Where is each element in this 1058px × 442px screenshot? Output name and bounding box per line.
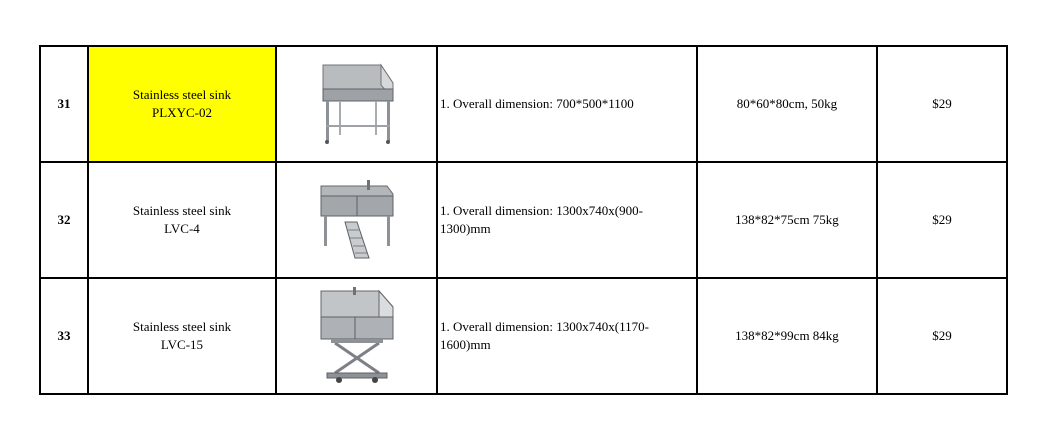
product-image-cell xyxy=(276,46,437,162)
package-cell: 80*60*80cm, 50kg xyxy=(697,46,877,162)
price-cell: $29 xyxy=(877,162,1007,278)
sink-lvc-4-image xyxy=(317,178,397,262)
dimension-text-continued: 1300)mm xyxy=(440,221,491,236)
sink-lvc-15-image xyxy=(317,287,397,385)
product-name: Stainless steel sink xyxy=(132,319,232,334)
product-model: LVC-4 xyxy=(164,221,200,236)
package-cell: 138*82*75cm 75kg xyxy=(697,162,877,278)
dimension-cell xyxy=(437,162,697,278)
dimension-cell xyxy=(437,278,697,394)
package-cell: 138*82*99cm 84kg xyxy=(697,278,877,394)
dimension-text-continued: 1600)mm xyxy=(440,337,491,352)
table-row xyxy=(40,278,1007,394)
table-row xyxy=(40,162,1007,278)
product-spec-table xyxy=(39,45,1008,395)
product-name-cell xyxy=(88,46,276,162)
product-image-cell xyxy=(276,162,437,278)
dimension-text: 1. Overall dimension: 1300x740x(900- xyxy=(440,203,643,218)
product-name-cell xyxy=(88,278,276,394)
product-name: Stainless steel sink xyxy=(132,203,232,218)
price-cell: $29 xyxy=(877,278,1007,394)
sink-plxyc-02-image xyxy=(317,63,397,145)
dimension-text: 1. Overall dimension: 700*500*1100 xyxy=(440,96,634,111)
table-row xyxy=(40,46,1007,162)
row-number: 31 xyxy=(40,46,88,162)
dimension-text: 1. Overall dimension: 1300x740x(1170- xyxy=(440,319,649,334)
price-cell: $29 xyxy=(877,46,1007,162)
dimension-cell xyxy=(437,46,697,162)
product-name-cell xyxy=(88,162,276,278)
row-number: 33 xyxy=(40,278,88,394)
product-model: LVC-15 xyxy=(160,337,204,352)
product-image-cell xyxy=(276,278,437,394)
product-name: Stainless steel sink xyxy=(132,87,232,102)
product-model: PLXYC-02 xyxy=(152,105,212,120)
row-number: 32 xyxy=(40,162,88,278)
